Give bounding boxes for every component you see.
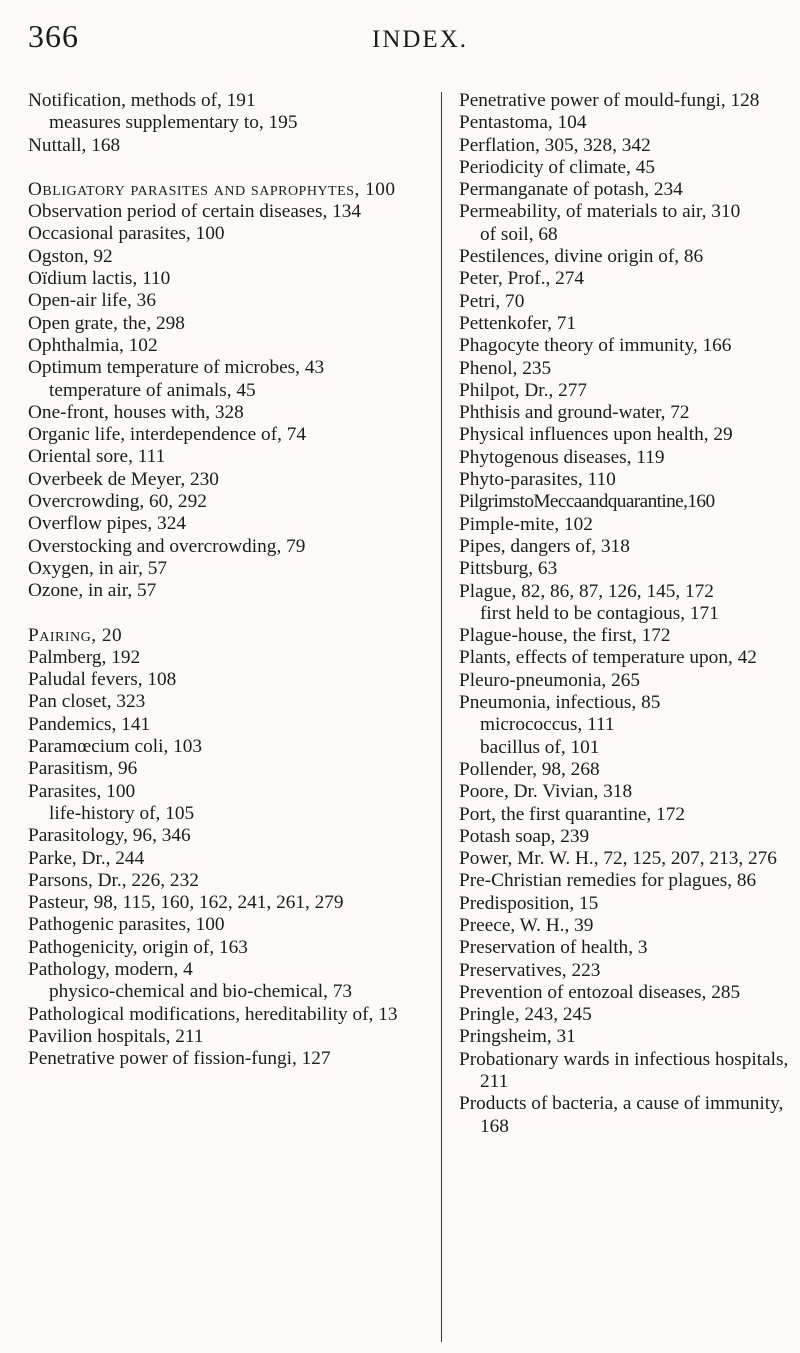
index-entry: Probationary wards in infectious hospitals, 211 xyxy=(459,1048,789,1093)
index-entry: Pringle, 243, 245 xyxy=(459,1004,592,1026)
index-entry: Oïdium lactis, 110 xyxy=(28,268,171,290)
index-entry: Pathology, modern, 4 xyxy=(28,958,193,980)
index-entry: Pimple-mite, 102 xyxy=(459,513,593,535)
column-divider xyxy=(441,92,442,1342)
page-title: INDEX. xyxy=(372,26,469,53)
index-entry: Oxygen, in air, 57 xyxy=(28,557,167,579)
index-entry: Petri, 70 xyxy=(459,290,525,312)
index-entry: One-front, houses with, 328 xyxy=(28,401,244,423)
index-entry: Optimum temperature of microbes, 43 xyxy=(28,357,325,379)
index-entry: Pipes, dangers of, 318 xyxy=(459,535,630,557)
index-subentry: measures supplementary to, 195 xyxy=(49,112,298,134)
index-entry: Penetrative power of fission-fungi, 127 xyxy=(28,1048,331,1070)
index-entry: Power, Mr. W. H., 72, 125, 207, 213, 276 xyxy=(459,848,777,870)
index-subentry: life-history of, 105 xyxy=(49,802,195,824)
index-entry: Open grate, the, 298 xyxy=(28,312,185,334)
index-subentry: bacillus of, 101 xyxy=(480,736,600,758)
index-entry: Parsons, Dr., 226, 232 xyxy=(28,869,199,891)
index-entry: Penetrative power of mould-fungi, 128 xyxy=(459,90,760,111)
index-entry: Permanganate of potash, 234 xyxy=(459,179,683,201)
index-subentry: temperature of animals, 45 xyxy=(49,379,256,401)
index-entry: Pollender, 98, 268 xyxy=(459,758,600,780)
index-entry: Nuttall, 168 xyxy=(28,134,121,156)
index-entry: Pandemics, 141 xyxy=(28,713,151,735)
index-entry: Pasteur, 98, 115, 160, 162, 241, 261, 279 xyxy=(28,892,344,914)
index-entry: Preservation of health, 3 xyxy=(459,937,648,959)
index-column-right xyxy=(459,90,789,1138)
index-entry: Parasitism, 96 xyxy=(28,758,138,780)
index-entry: Pneumonia, infectious, 85 xyxy=(459,692,661,714)
index-entry: Preece, W. H., 39 xyxy=(459,914,594,936)
index-entry: Open-air life, 36 xyxy=(28,290,156,312)
index-entry: Port, the first quarantine, 172 xyxy=(459,803,685,825)
index-entry: Overcrowding, 60, 292 xyxy=(28,491,207,513)
index-entry: Phthisis and ground-water, 72 xyxy=(459,402,690,424)
index-subentry: physico-chemical and bio-chemical, 73 xyxy=(49,981,353,1003)
index-entry: Phyto-parasites, 110 xyxy=(459,469,616,491)
index-entry: Pathogenicity, origin of, 163 xyxy=(28,936,248,958)
index-entry: Prevention of entozoal diseases, 285 xyxy=(459,981,741,1003)
index-subentry: micrococcus, 111 xyxy=(480,714,615,736)
index-entry: Pan closet, 323 xyxy=(28,691,146,713)
index-entry: Overstocking and overcrowding, 79 xyxy=(28,535,306,557)
index-entry: Organic life, interdependence of, 74 xyxy=(28,424,307,446)
index-entry: Notification, methods of, 191 xyxy=(28,90,256,111)
index-entry: Perflation, 305, 328, 342 xyxy=(459,134,651,156)
index-entry: Periodicity of climate, 45 xyxy=(459,156,655,178)
index-entry: Phytogenous diseases, 119 xyxy=(459,446,665,468)
index-entry: Pentastoma, 104 xyxy=(459,112,587,134)
index-entry: Pre-Christian remedies for plagues, 86 xyxy=(459,870,757,892)
index-entry: Obligatory parasites and saprophytes, 100 xyxy=(28,178,396,200)
index-entry: Overbeek de Meyer, 230 xyxy=(28,468,219,490)
index-entry: Potash soap, 239 xyxy=(459,825,590,847)
index-entry: Phagocyte theory of immunity, 166 xyxy=(459,335,732,357)
index-entry: Parke, Dr., 244 xyxy=(28,847,145,869)
index-entry: Ozone, in air, 57 xyxy=(28,580,157,602)
index-entry: Plague, 82, 86, 87, 126, 145, 172 xyxy=(459,580,714,602)
index-entry: Pathogenic parasites, 100 xyxy=(28,914,225,936)
index-entry: Plague-house, the first, 172 xyxy=(459,625,671,647)
index-entry: Oriental sore, 111 xyxy=(28,446,166,468)
index-entry: Predisposition, 15 xyxy=(459,892,599,914)
index-entry: Occasional parasites, 100 xyxy=(28,223,225,245)
index-entry: Phenol, 235 xyxy=(459,357,552,379)
index-entry: Palmberg, 192 xyxy=(28,646,141,668)
index-entry: Peter, Prof., 274 xyxy=(459,268,585,290)
index-entry: Preservatives, 223 xyxy=(459,959,601,981)
letter-gap xyxy=(28,603,428,625)
index-entry: Pettenkofer, 71 xyxy=(459,312,577,334)
index-entry: Pathological modifications, hereditability of, 13 xyxy=(28,1003,398,1025)
index-entry: Plants, effects of temperature upon, 42 xyxy=(459,647,757,669)
index-entry: Overflow pipes, 324 xyxy=(28,513,186,535)
index-entry: Pleuro-pneumonia, 265 xyxy=(459,669,640,691)
index-entry: Physical influences upon health, 29 xyxy=(459,424,733,446)
index-entry: Pittsburg, 63 xyxy=(459,558,558,580)
index-entry: Pestilences, divine origin of, 86 xyxy=(459,246,704,268)
index-entry: Ogston, 92 xyxy=(28,245,113,267)
index-entry: Paludal fevers, 108 xyxy=(28,669,177,691)
index-entry: Observation period of certain diseases, 134 xyxy=(28,201,362,223)
index-entry: Pairing, 20 xyxy=(28,624,123,646)
index-entry: Pavilion hospitals, 211 xyxy=(28,1025,204,1047)
index-subentry: of soil, 68 xyxy=(480,223,558,245)
index-entry: Philpot, Dr., 277 xyxy=(459,379,588,401)
index-entry: Products of bacteria, a cause of immunity, 168 xyxy=(459,1093,784,1137)
page-header xyxy=(0,18,800,58)
page-number: 366 xyxy=(28,18,79,54)
index-entry: Poore, Dr. Vivian, 318 xyxy=(459,781,633,803)
index-entry: Ophthalmia, 102 xyxy=(28,334,158,356)
index-entry: Permeability, of materials to air, 310 xyxy=(459,201,741,223)
index-entry: Parasitology, 96, 346 xyxy=(28,825,191,847)
index-entry: PilgrimstoMeccaandquarantine,160 xyxy=(459,491,715,513)
index-entry: Paramœcium coli, 103 xyxy=(28,736,203,758)
index-entry: Pringsheim, 31 xyxy=(459,1026,576,1048)
index-column-left xyxy=(28,90,428,1070)
index-subentry: first held to be contagious, 171 xyxy=(480,602,719,624)
index-entry: Parasites, 100 xyxy=(28,780,136,802)
letter-gap xyxy=(28,157,428,179)
